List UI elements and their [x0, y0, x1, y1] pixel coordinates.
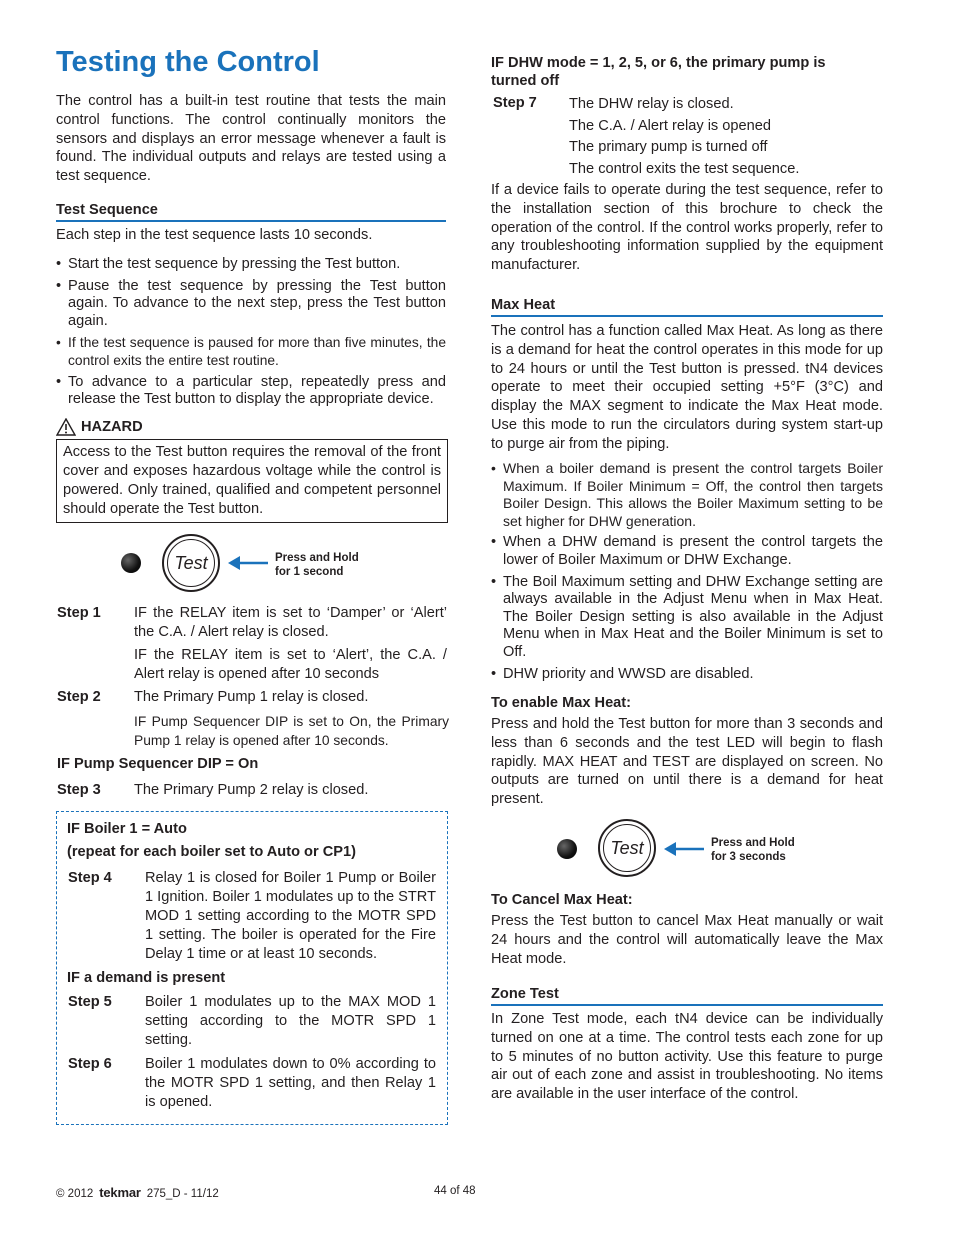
step-label: Step 4 [68, 870, 112, 886]
press-hold-label: Press and Hold for 3 seconds [711, 837, 795, 863]
test-button[interactable] [162, 534, 220, 592]
zone-test-text: In Zone Test mode, each tN4 device can be individually turned on one at a time. The control tests each zone for up to 5 minutes of no button activity. Use this feature to purge air out of each zone and assist in troubleshooting. No items are available in the user interface of the control. [491, 1011, 883, 1103]
footer [56, 1185, 219, 1200]
test-button[interactable] [598, 819, 656, 877]
zone-test-heading: Zone Test [491, 986, 883, 1006]
max-heat-text: The control has a function called Max Heat. As long as there is a demand for heat the control operates in this mode for up to 24 hours or until the Test button is pressed. tN4 devices operate to meet their occupied setting +5°F (3°C) and display the MAX segment to indicate the Max Heat mode. Use this mode to run the circulators during system start-up to purge air from the piping. [491, 323, 883, 452]
pump-sequencer-heading: IF Pump Sequencer DIP = On [57, 756, 259, 772]
step-label: Step 7 [493, 95, 537, 111]
list-item: • When a DHW demand is present the control targets the lower of Boiler Maximum or DHW Exchange. [491, 534, 883, 569]
list-item: • To advance to a particular step, repeatedly press and release the Test button to display the appropriate device. [56, 374, 446, 409]
step-text: IF the RELAY item is set to ‘Alert’, the C.A. / Alert relay is opened after 10 seconds [134, 647, 447, 682]
copyright: © 2012 [56, 1188, 94, 1200]
boiler-subheading: (repeat for each boiler set to Auto or CP1) [67, 844, 356, 860]
test-sequence-bullets [56, 256, 446, 413]
step-text: The Primary Pump 1 relay is closed. [134, 689, 369, 705]
list-item: • If the test sequence is paused for more than five minutes, the control exits the entire test routine. [56, 334, 446, 369]
step-text: Boiler 1 modulates down to 0% according to the MOTR SPD 1 setting, and then Relay 1 is opened. [145, 1056, 436, 1110]
hazard-box: Access to the Test button requires the removal of the front cover and exposes hazardous voltage while the control is powered. Only trained, qualified and competent personnel should operate the Test button. [56, 439, 448, 523]
max-heat-heading: Max Heat [491, 297, 883, 317]
list-item: • Pause the test sequence by pressing the Test button again. To advance to the next step, press the Test button again. [56, 278, 446, 331]
demand-heading: IF a demand is present [67, 970, 226, 986]
hazard-header [56, 417, 143, 437]
step-text: Boiler 1 modulates up to the MAX MOD 1 setting according to the MOTR SPD 1 setting. [145, 994, 436, 1048]
test-led-icon [121, 553, 141, 573]
hazard-label: HAZARD [81, 419, 143, 435]
enable-max-heat-text: Press and hold the Test button for more than 3 seconds and less than 6 seconds and the test LED will begin to flash rapidly. MAX HEAT and TEST are displayed on screen. No outputs are turned on until there is a demand for heat present. [491, 716, 883, 808]
test-sequence-text: Each step in the test sequence lasts 10 seconds. [56, 227, 373, 243]
step-text: Relay 1 is closed for Boiler 1 Pump or Boiler 1 Ignition. Boiler 1 modulates up to the STRT MOD 1 setting according to the MOTR SPD 1 setting. The boiler is operated for the Fire Delay 1 time or at least 10 seconds. [145, 870, 436, 962]
dhw-fail-text: If a device fails to operate during the test sequence, refer to the installation section of this brochure to check the operation of the control. If the control works properly, refer to any troubleshooting information supplied by the equipment manufacturer. [491, 182, 883, 274]
cancel-max-heat-text: Press the Test button to cancel Max Heat manually or wait 24 hours and the control will automatically leave the Max Heat mode. [491, 913, 883, 967]
brand-logo: tekmar [99, 1185, 141, 1200]
step-label: Step 2 [57, 689, 101, 705]
step-7 [491, 94, 884, 182]
step-text: IF the RELAY item is set to ‘Damper’ or ‘Alert’ the C.A. / Alert relay is closed. [134, 605, 447, 640]
step-label: Step 3 [57, 782, 101, 798]
intro-paragraph: The control has a built-in test routine that tests the main control functions. The control continually monitors the sensors and displays an error message whenever a fault is found. The individual outputs and relays are tested using a test sequence. [56, 93, 446, 185]
max-heat-bullets [491, 460, 883, 687]
steps-1-3 [56, 604, 449, 798]
doc-number: 275_D - 11/12 [146, 1188, 219, 1200]
page-title: Testing the Control [56, 46, 320, 78]
warning-triangle-icon [56, 418, 76, 436]
test-button-label: Test [603, 824, 651, 872]
step-text: IF Pump Sequencer DIP is set to On, the Primary Pump 1 relay is opened after 10 seconds. [134, 714, 449, 748]
arrow-left-icon [664, 841, 704, 857]
step-7-lines: The DHW relay is closed. The C.A. / Alert relay is opened The primary pump is turned off The control exits the test sequence. [569, 96, 800, 177]
steps-4-6 [66, 820, 438, 1120]
step-text: The Primary Pump 2 relay is closed. [134, 782, 369, 798]
step-label: Step 6 [68, 1056, 112, 1072]
step-label: Step 1 [57, 605, 101, 621]
test-sequence-heading: Test Sequence [56, 202, 446, 222]
list-item: • Start the test sequence by pressing the Test button. [56, 256, 446, 274]
test-button-label: Test [167, 539, 215, 587]
list-item: • DHW priority and WWSD are disabled. [491, 666, 883, 684]
cancel-max-heat-heading: To Cancel Max Heat: [491, 892, 633, 908]
dhw-heading: IF DHW mode = 1, 2, 5, or 6, the primary pump is turned off [491, 55, 826, 89]
enable-max-heat-heading: To enable Max Heat: [491, 695, 632, 711]
page-number: 44 of 48 [434, 1185, 476, 1197]
boiler-heading: IF Boiler 1 = Auto [67, 821, 187, 837]
list-item: • When a boiler demand is present the control targets Boiler Maximum. If Boiler Minimum = Off, the control then targets Boiler Design. This allows the Boiler Maximum setting to be set higher for DHW generation. [491, 460, 883, 530]
list-item: • The Boil Maximum setting and DHW Exchange setting are always available in the Adjust Menu when in Max Heat. The Boiler Design setting is also available in the Adjust Menu when in Max Heat and the Boiler Minimum is set to Off. [491, 574, 883, 662]
step-label: Step 5 [68, 994, 112, 1010]
press-hold-label: Press and Hold for 1 second [275, 552, 359, 578]
test-led-icon [557, 839, 577, 859]
arrow-left-icon [228, 555, 268, 571]
